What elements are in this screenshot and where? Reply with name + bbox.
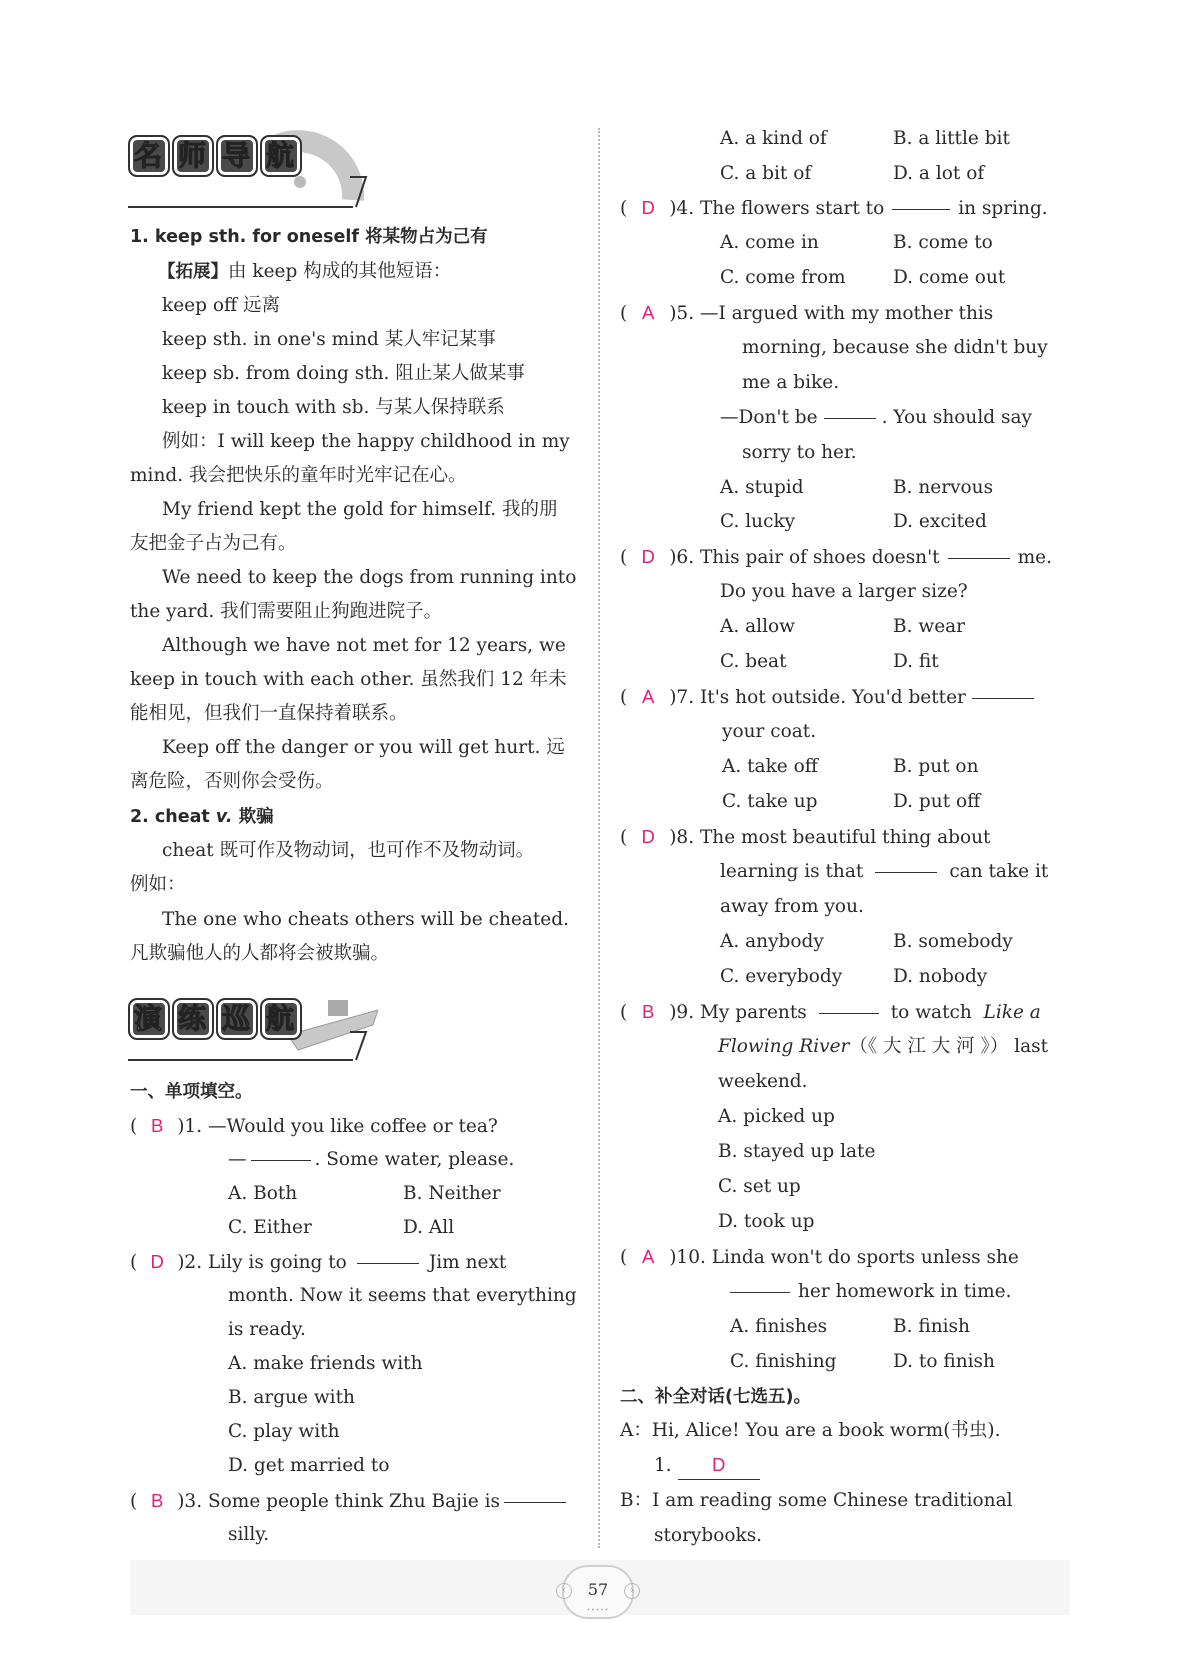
cheat-text: 例如： <box>130 874 186 895</box>
question-1-line2 <box>228 1143 514 1178</box>
question-3: ( B )3. Some people think Zhu Bajie is <box>130 1484 570 1520</box>
question-text: )7. It's hot outside. You'd better <box>669 687 966 708</box>
dialogue-line: storybooks. <box>654 1525 763 1546</box>
option-c: C. a bit of <box>720 163 812 184</box>
question-text: （《 大 江 大 河 》） last <box>849 1036 1049 1057</box>
answer-blank <box>730 1291 790 1293</box>
option-b: B. nervous <box>893 477 994 498</box>
question-4: ( D )4. The flowers start to in spring. <box>620 191 1048 227</box>
question-text: Do you have a larger size? <box>720 581 968 602</box>
answer-mark: B <box>642 1001 655 1022</box>
option-b: B. a little bit <box>893 128 1010 149</box>
answer-blank <box>504 1501 566 1503</box>
question-text: her homework in time. <box>798 1281 1012 1302</box>
question-text: away from you. <box>720 896 864 917</box>
option-c: C. play with <box>228 1421 340 1442</box>
question-9-line2 <box>718 1030 1048 1065</box>
example-line: My friend kept the gold for himself. 我的朋 <box>162 499 558 520</box>
answer-blank <box>824 417 876 419</box>
example-line: 离危险，否则你会受伤。 <box>130 771 334 792</box>
option-b: B. somebody <box>893 931 1013 952</box>
section2-title: 二、补全对话(七选五)。 <box>620 1387 811 1407</box>
option-a: A. come in <box>720 232 819 253</box>
item1-title: 1. keep sth. for oneself 将某物占为己有 <box>130 227 488 247</box>
answer-mark: A <box>642 686 655 707</box>
question-5: ( A )5. —I argued with my mother this <box>620 296 993 332</box>
answer-mark: B <box>151 1115 164 1136</box>
answer-mark: B <box>151 1490 164 1511</box>
banner1-char: 航 <box>260 135 302 177</box>
option-d: D. All <box>403 1217 455 1238</box>
example-line: Keep off the danger or you will get hurt. 远 <box>162 737 565 758</box>
question-text: in spring. <box>958 198 1048 219</box>
option-c: C. beat <box>720 651 787 672</box>
cheat-text: cheat 既可作及物动词，也可作不及物动词。 <box>162 840 535 861</box>
option-c: C. take up <box>722 791 818 812</box>
option-d: D. get married to <box>228 1455 390 1476</box>
chevron-right-icon: › <box>624 1583 640 1599</box>
option-b: B. put on <box>893 756 979 777</box>
question-text: —Don't be <box>720 407 818 428</box>
extension-label: 【拓展】 <box>158 262 228 282</box>
option-b: B. come to <box>893 232 993 253</box>
banner1-char: 师 <box>172 135 214 177</box>
question-text: can take it <box>949 861 1049 882</box>
question-6: ( D )6. This pair of shoes doesn't me. <box>620 540 1052 576</box>
option-d: D. excited <box>893 511 987 532</box>
dash: — <box>228 1149 247 1170</box>
option-b: B. argue with <box>228 1387 355 1408</box>
answer-mark: D <box>150 1251 164 1272</box>
chevron-left-icon: ‹ <box>556 1583 572 1599</box>
banner1-char: 名 <box>128 135 170 177</box>
example-line: 能相见，但我们一直保持着联系。 <box>130 703 408 724</box>
option-b: B. finish <box>893 1316 970 1337</box>
answer-mark: A <box>642 1246 655 1267</box>
answer-blank <box>892 208 950 210</box>
banner2-char: 演 <box>128 998 170 1040</box>
blank-number: 1. <box>654 1455 672 1476</box>
phrase: keep sb. from doing sth. 阻止某人做某事 <box>162 363 525 384</box>
option-a: A. finishes <box>730 1316 828 1337</box>
dialogue-line: A：Hi, Alice! You are a book worm(书虫). <box>620 1420 1001 1441</box>
question-text: . Some water, please. <box>314 1149 515 1170</box>
cheat-example: The one who cheats others will be cheated. <box>162 909 569 930</box>
cheat-example: 凡欺骗他人的人都将会被欺骗。 <box>130 943 390 964</box>
banner2-char: 航 <box>260 998 302 1040</box>
example-line: We need to keep the dogs from running into <box>162 567 577 588</box>
answer-mark: A <box>642 302 655 323</box>
example-line: keep in touch with each other. 虽然我们 12 年未 <box>130 669 567 690</box>
option-b: B. stayed up late <box>718 1141 876 1162</box>
question-text: learning is that <box>720 861 864 882</box>
question-text: )4. The flowers start to <box>669 198 885 219</box>
option-d: D. come out <box>893 267 1006 288</box>
option-c: C. everybody <box>720 966 843 987</box>
answer-mark: D <box>641 826 655 847</box>
question-7: ( A )7. It's hot outside. You'd better <box>620 680 1040 716</box>
dialogue-line: B：I am reading some Chinese traditional <box>620 1490 1013 1511</box>
question-text: )5. —I argued with my mother this <box>669 303 994 324</box>
answer-blank <box>251 1159 311 1161</box>
extension-line <box>158 255 451 290</box>
extension-text: 由 keep 构成的其他短语： <box>228 261 452 282</box>
column-divider <box>598 128 600 1548</box>
item2-title-word: 2. cheat <box>130 807 216 827</box>
question-2: ( D )2. Lily is going to Jim next <box>130 1245 506 1281</box>
banner-teacher-guide <box>128 125 378 215</box>
option-d: D. a lot of <box>893 163 985 184</box>
option-d: D. took up <box>718 1211 815 1232</box>
question-text: weekend. <box>718 1071 808 1092</box>
item2-title-meaning: 欺骗 <box>232 807 274 827</box>
item2-title-pos: v. <box>215 807 233 827</box>
example-line: 友把金子占为己有。 <box>130 533 297 554</box>
banner1-char: 导 <box>216 135 258 177</box>
answer-mark: D <box>678 1451 760 1480</box>
page-dots: ••••• <box>586 1607 610 1614</box>
question-text: morning, because she didn't buy <box>742 337 1048 358</box>
question-9: ( B )9. My parents to watch Like a <box>620 995 1041 1031</box>
question-text: )10. Linda won't do sports unless she <box>669 1247 1019 1268</box>
option-a: A. a kind of <box>720 128 827 149</box>
item2-title <box>130 800 274 835</box>
question-5-line4 <box>720 401 1032 436</box>
answer-blank <box>972 697 1034 699</box>
question-text: Jim next <box>428 1252 507 1273</box>
answer-mark: D <box>641 546 655 567</box>
question-text: month. Now it seems that everything <box>228 1285 577 1306</box>
question-10: ( A )10. Linda won't do sports unless she <box>620 1240 1019 1276</box>
example-line: mind. 我会把快乐的童年时光牢记在心。 <box>130 465 467 486</box>
option-b: B. Neither <box>403 1183 501 1204</box>
option-c: C. finishing <box>730 1351 837 1372</box>
phrase: keep off 远离 <box>162 295 280 316</box>
question-text: )3. Some people think Zhu Bajie is <box>177 1491 501 1512</box>
question-text: )2. Lily is going to <box>177 1252 347 1273</box>
phrase: keep sth. in one's mind 某人牢记某事 <box>162 329 496 350</box>
banner-practice <box>128 990 378 1070</box>
question-10-line2 <box>730 1275 1011 1310</box>
option-a: A. picked up <box>718 1106 835 1127</box>
option-a: A. make friends with <box>228 1353 423 1374</box>
question-1: ( B )1. —Would you like coffee or tea? <box>130 1109 498 1145</box>
phrase: keep in touch with sb. 与某人保持联系 <box>162 397 505 418</box>
option-a: A. allow <box>720 616 795 637</box>
question-text: )9. My parents <box>669 1002 807 1023</box>
option-d: D. nobody <box>893 966 988 987</box>
option-c: C. come from <box>720 267 846 288</box>
option-a: A. stupid <box>720 477 804 498</box>
question-text: to watch <box>890 1002 972 1023</box>
option-a: A. anybody <box>720 931 824 952</box>
option-a: A. Both <box>228 1183 298 1204</box>
example-line: 例如：I will keep the happy childhood in my <box>162 431 570 452</box>
option-d: D. to finish <box>893 1351 995 1372</box>
page-number-text: 57 <box>587 1580 609 1599</box>
example-line: Although we have not met for 12 years, we <box>162 635 566 656</box>
question-text: your coat. <box>722 721 817 742</box>
question-title-text: Like a <box>983 1002 1041 1023</box>
page-number <box>562 1565 634 1619</box>
question-8: ( D )8. The most beautiful thing about <box>620 820 990 856</box>
question-text: silly. <box>228 1524 270 1545</box>
answer-blank <box>819 1012 879 1014</box>
question-text: )1. —Would you like coffee or tea? <box>177 1116 498 1137</box>
option-c: C. set up <box>718 1176 801 1197</box>
answer-blank <box>357 1262 419 1264</box>
option-b: B. wear <box>893 616 966 637</box>
dialogue-blank-line <box>654 1449 760 1484</box>
question-text: sorry to her. <box>742 442 857 463</box>
question-text: is ready. <box>228 1319 306 1340</box>
question-title-text: Flowing River <box>718 1036 850 1057</box>
answer-blank <box>875 871 937 873</box>
option-d: D. fit <box>893 651 939 672</box>
example-line: the yard. 我们需要阻止狗跑进院子。 <box>130 601 443 622</box>
option-c: C. lucky <box>720 511 796 532</box>
banner2-char: 巡 <box>216 998 258 1040</box>
option-c: C. Either <box>228 1217 312 1238</box>
answer-blank <box>948 557 1010 559</box>
answer-mark: D <box>641 197 655 218</box>
question-text: )8. The most beautiful thing about <box>669 827 991 848</box>
question-text: )6. This pair of shoes doesn't <box>669 547 940 568</box>
question-text: me. <box>1017 547 1052 568</box>
question-text: me a bike. <box>742 372 840 393</box>
section1-title: 一、单项填空。 <box>130 1082 253 1102</box>
question-text: . You should say <box>881 407 1032 428</box>
option-d: D. put off <box>893 791 981 812</box>
banner2-char: 练 <box>172 998 214 1040</box>
option-a: A. take off <box>722 756 818 777</box>
question-8-line2 <box>720 855 1048 890</box>
